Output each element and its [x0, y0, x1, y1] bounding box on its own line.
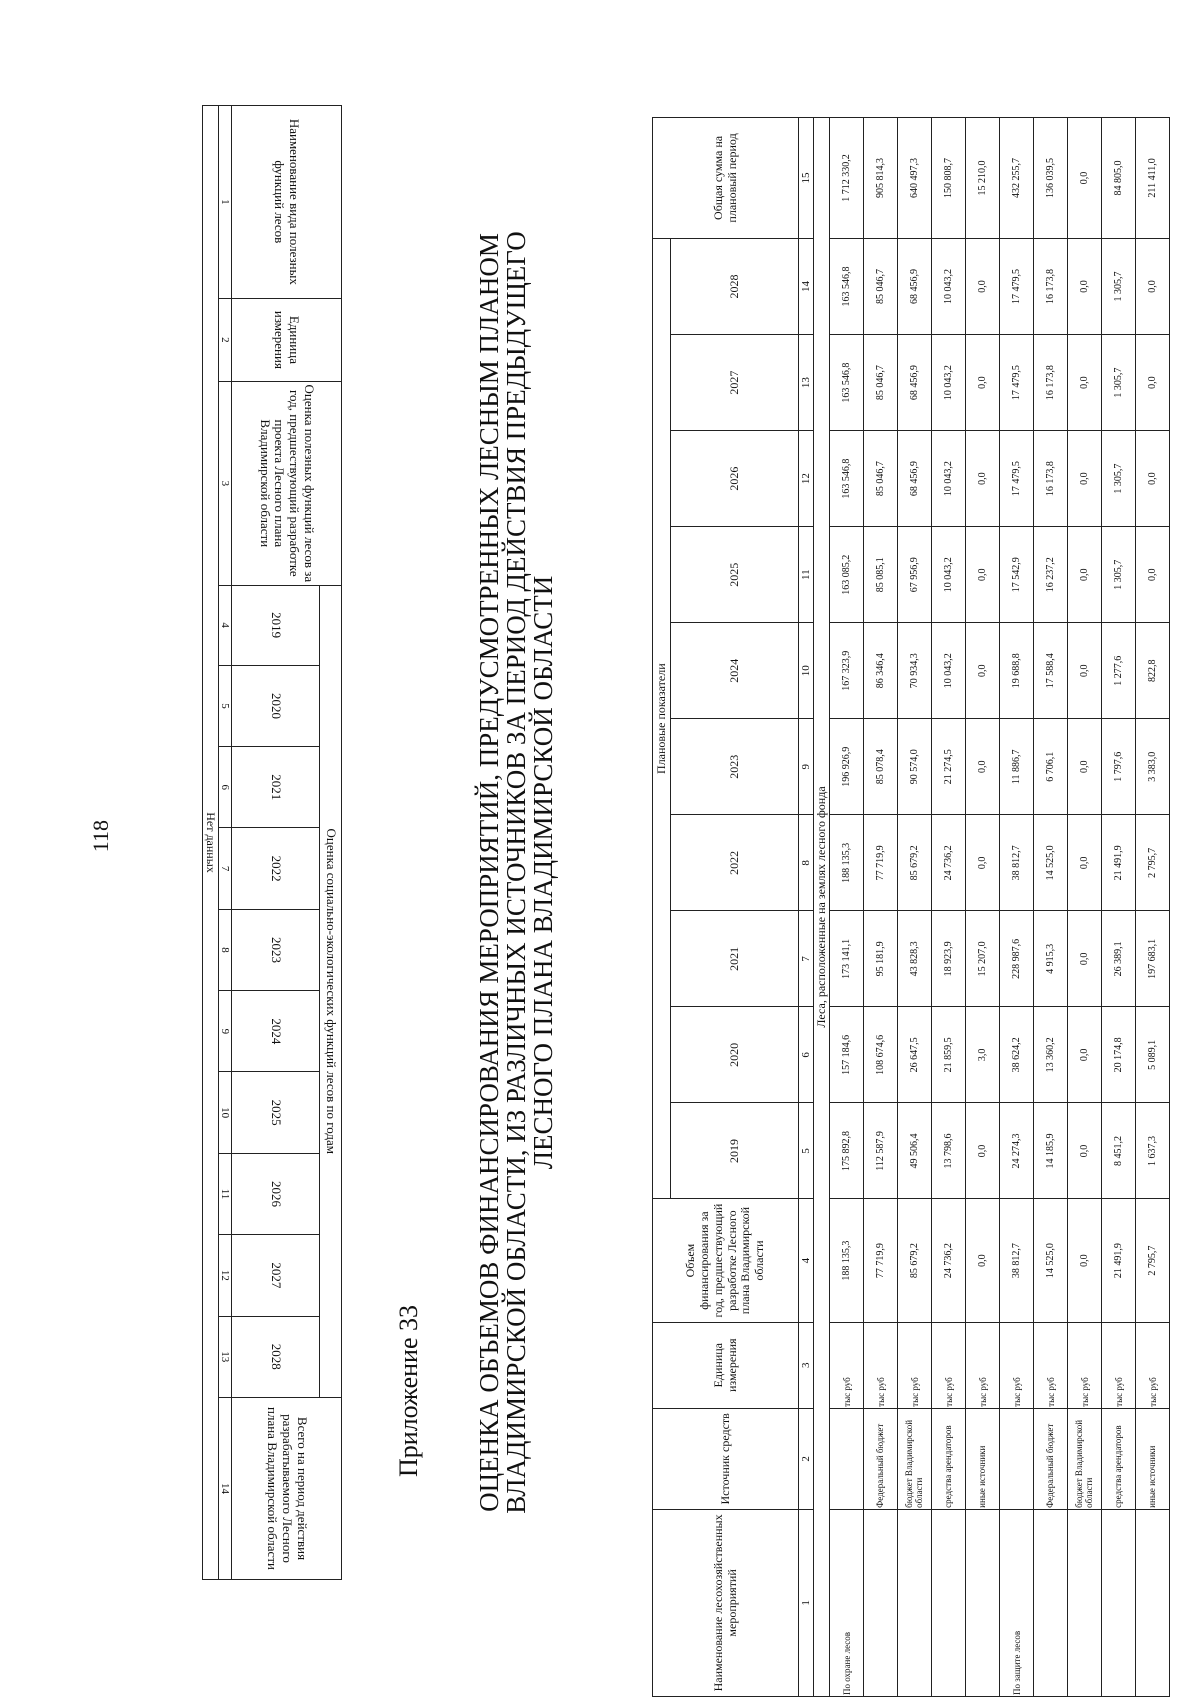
t2-header-volume: Объем финансирования за год, предшествующий разработке Лесного плана Владимирской области — [653, 1199, 799, 1322]
row-year-value: 0,0 — [966, 527, 1000, 623]
row-unit: тыс руб — [1136, 1322, 1170, 1408]
row-year-value: 16 173,8 — [1034, 238, 1068, 334]
row-year-value: 10 043,2 — [932, 431, 966, 527]
row-year-value: 173 141,1 — [830, 911, 864, 1007]
row-unit: тыс руб — [830, 1322, 864, 1408]
row-unit: тыс руб — [932, 1322, 966, 1408]
row-year-value: 38 812,7 — [1000, 815, 1034, 911]
row-year-value: 163 546,8 — [830, 431, 864, 527]
row-year-value: 0,0 — [1136, 527, 1170, 623]
row-name — [1068, 1509, 1102, 1696]
row-year-value: 163 546,8 — [830, 238, 864, 334]
row-unit: тыс руб — [898, 1322, 932, 1408]
table-row — [966, 118, 1000, 1697]
row-year-value: 0,0 — [1068, 335, 1102, 431]
row-year-value: 10 043,2 — [932, 335, 966, 431]
row-name — [864, 1509, 898, 1696]
row-year-value: 95 181,9 — [864, 911, 898, 1007]
t1-col-number: 4 — [219, 585, 232, 665]
t2-year: 2023 — [671, 719, 799, 815]
row-year-value: 1 305,7 — [1102, 431, 1136, 527]
t2-year: 2027 — [671, 335, 799, 431]
t2-header-name: Наименование лесохозяйственных мероприятий — [653, 1509, 799, 1696]
row-year-value: 0,0 — [966, 1103, 1000, 1199]
row-year-value: 0,0 — [966, 238, 1000, 334]
row-total: 640 497,3 — [898, 118, 932, 239]
t1-col-number: 1 — [219, 106, 232, 299]
row-year-value: 85 679,2 — [898, 815, 932, 911]
row-volume: 188 135,3 — [830, 1199, 864, 1322]
t1-year: 2024 — [232, 991, 320, 1072]
row-year-value: 1 305,7 — [1102, 238, 1136, 334]
row-year-value: 10 043,2 — [932, 238, 966, 334]
row-volume: 2 795,7 — [1136, 1199, 1170, 1322]
t2-col-number: 9 — [799, 719, 814, 815]
row-volume: 14 525,0 — [1034, 1199, 1068, 1322]
row-volume: 77 719,9 — [864, 1199, 898, 1322]
t1-col-number: 8 — [219, 909, 232, 990]
row-year-value: 16 173,8 — [1034, 431, 1068, 527]
row-year-value: 38 624,2 — [1000, 1007, 1034, 1103]
row-total: 136 039,5 — [1034, 118, 1068, 239]
t1-header-unit: Единица измерения — [232, 298, 342, 381]
row-name — [932, 1509, 966, 1696]
row-name — [966, 1509, 1000, 1696]
row-year-value: 167 323,9 — [830, 623, 864, 719]
row-year-value: 4 915,3 — [1034, 911, 1068, 1007]
t1-no-data: Нет данных — [203, 106, 219, 1580]
row-year-value: 2 795,7 — [1136, 815, 1170, 911]
row-volume: 38 812,7 — [1000, 1199, 1034, 1322]
row-year-value: 13 360,2 — [1034, 1007, 1068, 1103]
t1-year: 2028 — [232, 1316, 320, 1397]
table-row — [1068, 118, 1102, 1697]
row-year-value: 0,0 — [1068, 623, 1102, 719]
title-line: ЛЕСНОГО ПЛАНА ВЛАДИМИРСКОЙ ОБЛАСТИ — [528, 575, 558, 1170]
row-year-value: 0,0 — [1068, 1103, 1102, 1199]
row-year-value: 3 383,0 — [1136, 719, 1170, 815]
row-year-value: 0,0 — [1068, 431, 1102, 527]
row-year-value: 26 647,5 — [898, 1007, 932, 1103]
t1-col-number: 11 — [219, 1153, 232, 1234]
title-line: ВЛАДИМИРСКОЙ ОБЛАСТИ, ИЗ РАЗЛИЧНЫХ ИСТОЧНИКОВ ЗА ПЕРИОД ДЕЙСТВИЯ ПРЕДЫДУЩЕГО — [501, 231, 531, 1514]
row-year-value: 0,0 — [1068, 527, 1102, 623]
financing-table — [652, 117, 1170, 1697]
row-source: средства арендаторов — [1102, 1408, 1136, 1509]
row-year-value: 0,0 — [966, 623, 1000, 719]
page-number: 118 — [88, 820, 113, 853]
t2-col-number: 14 — [799, 238, 814, 334]
row-total: 211 411,0 — [1136, 118, 1170, 239]
t1-col-number: 7 — [219, 828, 232, 909]
row-year-value: 21 859,5 — [932, 1007, 966, 1103]
t1-col-number: 9 — [219, 991, 232, 1072]
t2-year: 2021 — [671, 911, 799, 1007]
t1-year: 2025 — [232, 1072, 320, 1153]
t1-header-group: Оценка социально-экологических функций лесов по годам — [320, 585, 342, 1397]
row-total: 905 814,3 — [864, 118, 898, 239]
row-year-value: 0,0 — [1068, 815, 1102, 911]
appendix-label: Приложение 33 — [394, 1305, 423, 1478]
row-total: 432 255,7 — [1000, 118, 1034, 239]
row-unit: тыс руб — [1102, 1322, 1136, 1408]
row-year-value: 17 479,5 — [1000, 431, 1034, 527]
row-total: 150 808,7 — [932, 118, 966, 239]
row-year-value: 86 346,4 — [864, 623, 898, 719]
row-source: бюджет Владимирской области — [1068, 1408, 1102, 1509]
document-title — [476, 120, 557, 1625]
row-year-value: 5 089,1 — [1136, 1007, 1170, 1103]
row-year-value: 6 706,1 — [1034, 719, 1068, 815]
table-row — [1034, 118, 1068, 1697]
row-year-value: 163 085,2 — [830, 527, 864, 623]
row-year-value: 14 525,0 — [1034, 815, 1068, 911]
t1-year: 2020 — [232, 665, 320, 746]
row-volume: 0,0 — [1068, 1199, 1102, 1322]
row-name: По защите лесов — [1000, 1509, 1034, 1696]
row-year-value: 16 237,2 — [1034, 527, 1068, 623]
row-year-value: 85 046,7 — [864, 238, 898, 334]
row-year-value: 0,0 — [966, 719, 1000, 815]
row-name — [1136, 1509, 1170, 1696]
row-year-value: 17 542,9 — [1000, 527, 1034, 623]
row-year-value: 13 798,6 — [932, 1103, 966, 1199]
row-year-value: 68 456,9 — [898, 335, 932, 431]
t2-col-number: 6 — [799, 1007, 814, 1103]
row-year-value: 68 456,9 — [898, 431, 932, 527]
row-year-value: 0,0 — [966, 815, 1000, 911]
row-year-value: 10 043,2 — [932, 527, 966, 623]
row-year-value: 228 987,6 — [1000, 911, 1034, 1007]
row-source: средства арендаторов — [932, 1408, 966, 1509]
row-year-value: 1 637,3 — [1136, 1103, 1170, 1199]
forest-functions-table — [202, 105, 342, 1580]
row-year-value: 24 736,2 — [932, 815, 966, 911]
row-year-value: 43 828,3 — [898, 911, 932, 1007]
t2-col-number: 5 — [799, 1103, 814, 1199]
row-year-value: 20 174,8 — [1102, 1007, 1136, 1103]
table-row — [1000, 118, 1034, 1697]
row-year-value: 112 587,9 — [864, 1103, 898, 1199]
row-year-value: 0,0 — [1068, 1007, 1102, 1103]
t1-col-number: 5 — [219, 665, 232, 746]
row-name — [1034, 1509, 1068, 1696]
t1-year: 2022 — [232, 828, 320, 909]
row-year-value: 85 046,7 — [864, 431, 898, 527]
t2-section-label: Леса, расположенные на землях лесного фонда — [814, 118, 830, 1697]
t1-col-number: 14 — [219, 1397, 232, 1579]
t2-col-number: 3 — [799, 1322, 814, 1408]
t1-year: 2019 — [232, 585, 320, 665]
t2-year: 2028 — [671, 238, 799, 334]
row-year-value: 0,0 — [1068, 719, 1102, 815]
row-year-value: 0,0 — [1068, 238, 1102, 334]
row-source: иные источники — [1136, 1408, 1170, 1509]
row-year-value: 157 184,6 — [830, 1007, 864, 1103]
row-unit: тыс руб — [1034, 1322, 1068, 1408]
row-year-value: 17 479,5 — [1000, 335, 1034, 431]
row-total: 0,0 — [1068, 118, 1102, 239]
row-year-value: 11 886,7 — [1000, 719, 1034, 815]
row-source: Федеральный бюджет — [864, 1408, 898, 1509]
row-year-value: 85 078,4 — [864, 719, 898, 815]
row-year-value: 0,0 — [1136, 238, 1170, 334]
t2-header-unit: Единица измерения — [653, 1322, 799, 1408]
row-volume: 21 491,9 — [1102, 1199, 1136, 1322]
row-year-value: 10 043,2 — [932, 623, 966, 719]
t2-header-source: Источник средств — [653, 1408, 799, 1509]
row-year-value: 108 674,6 — [864, 1007, 898, 1103]
row-year-value: 1 797,6 — [1102, 719, 1136, 815]
row-total: 15 210,0 — [966, 118, 1000, 239]
row-year-value: 18 923,9 — [932, 911, 966, 1007]
row-year-value: 196 926,9 — [830, 719, 864, 815]
row-year-value: 24 274,3 — [1000, 1103, 1034, 1199]
t2-col-number: 10 — [799, 623, 814, 719]
t2-body — [830, 118, 1170, 1697]
row-year-value: 0,0 — [1068, 911, 1102, 1007]
row-source: иные источники — [966, 1408, 1000, 1509]
row-unit: тыс руб — [1000, 1322, 1034, 1408]
row-volume: 85 679,2 — [898, 1199, 932, 1322]
row-year-value: 19 688,8 — [1000, 623, 1034, 719]
t1-col-number: 6 — [219, 747, 232, 828]
t2-col-number: 8 — [799, 815, 814, 911]
row-source: Федеральный бюджет — [1034, 1408, 1068, 1509]
t2-header-total: Общая сумма на плановый период — [653, 118, 799, 239]
row-total: 1 712 330,2 — [830, 118, 864, 239]
t1-header-total: Всего на период действия разрабатываемого Лесного плана Владимирской области — [232, 1397, 342, 1579]
row-year-value: 21 491,9 — [1102, 815, 1136, 911]
row-unit: тыс руб — [1068, 1322, 1102, 1408]
row-year-value: 188 135,3 — [830, 815, 864, 911]
row-year-value: 17 479,5 — [1000, 238, 1034, 334]
t2-col-number: 13 — [799, 335, 814, 431]
row-year-value: 0,0 — [1136, 431, 1170, 527]
row-year-value: 85 046,7 — [864, 335, 898, 431]
row-year-value: 70 934,3 — [898, 623, 932, 719]
table-row — [1136, 118, 1170, 1697]
row-volume: 24 736,2 — [932, 1199, 966, 1322]
t2-col-number: 15 — [799, 118, 814, 239]
row-source — [1000, 1408, 1034, 1509]
t1-year: 2027 — [232, 1235, 320, 1316]
t2-year: 2025 — [671, 527, 799, 623]
table-row — [932, 118, 966, 1697]
t2-year: 2024 — [671, 623, 799, 719]
row-year-value: 197 683,1 — [1136, 911, 1170, 1007]
row-year-value: 85 085,1 — [864, 527, 898, 623]
row-year-value: 822,8 — [1136, 623, 1170, 719]
title-line: ОЦЕНКА ОБЪЕМОВ ФИНАНСИРОВАНИЯ МЕРОПРИЯТИЙ, ПРЕДУСМОТРЕННЫХ ЛЕСНЫМ ПЛАНОМ — [474, 233, 504, 1512]
row-year-value: 1 305,7 — [1102, 335, 1136, 431]
row-year-value: 21 274,5 — [932, 719, 966, 815]
row-name — [898, 1509, 932, 1696]
table-row — [1102, 118, 1136, 1697]
t2-col-number: 1 — [799, 1509, 814, 1696]
row-year-value: 16 173,8 — [1034, 335, 1068, 431]
row-year-value: 67 956,9 — [898, 527, 932, 623]
t2-year: 2026 — [671, 431, 799, 527]
table-row — [864, 118, 898, 1697]
table-row — [898, 118, 932, 1697]
t2-col-number: 4 — [799, 1199, 814, 1322]
row-year-value: 0,0 — [966, 335, 1000, 431]
t1-header-prev: Оценка полезных функций лесов за год, предшествующий разработке проекта Лесного плана Владимирской области — [232, 382, 342, 585]
row-year-value: 15 207,0 — [966, 911, 1000, 1007]
t2-col-number: 2 — [799, 1408, 814, 1509]
row-year-value: 0,0 — [966, 431, 1000, 527]
row-volume: 0,0 — [966, 1199, 1000, 1322]
row-name — [1102, 1509, 1136, 1696]
row-year-value: 77 719,9 — [864, 815, 898, 911]
t2-year: 2022 — [671, 815, 799, 911]
t2-col-number: 11 — [799, 527, 814, 623]
row-year-value: 90 574,0 — [898, 719, 932, 815]
row-year-value: 49 506,4 — [898, 1103, 932, 1199]
row-total: 84 805,0 — [1102, 118, 1136, 239]
t1-year: 2023 — [232, 909, 320, 990]
t2-col-number: 12 — [799, 431, 814, 527]
t1-col-number: 2 — [219, 298, 232, 381]
row-year-value: 26 389,1 — [1102, 911, 1136, 1007]
row-year-value: 163 546,8 — [830, 335, 864, 431]
row-year-value: 8 451,2 — [1102, 1103, 1136, 1199]
row-year-value: 3,0 — [966, 1007, 1000, 1103]
t1-year: 2026 — [232, 1153, 320, 1234]
t2-year: 2020 — [671, 1007, 799, 1103]
row-year-value: 68 456,9 — [898, 238, 932, 334]
row-year-value: 17 588,4 — [1034, 623, 1068, 719]
t1-col-number: 10 — [219, 1072, 232, 1153]
t2-year: 2019 — [671, 1103, 799, 1199]
row-source — [830, 1408, 864, 1509]
t1-col-number: 3 — [219, 382, 232, 585]
row-unit: тыс руб — [864, 1322, 898, 1408]
t1-col-number: 12 — [219, 1235, 232, 1316]
t1-col-number: 13 — [219, 1316, 232, 1397]
t1-year: 2021 — [232, 747, 320, 828]
row-year-value: 0,0 — [1136, 335, 1170, 431]
table-row — [830, 118, 864, 1697]
row-unit: тыс руб — [966, 1322, 1000, 1408]
t1-header-name: Наименование вида полезных функций лесов — [232, 106, 342, 299]
t2-header-group: Плановые показатели — [653, 238, 671, 1199]
row-name: По охране лесов — [830, 1509, 864, 1696]
row-year-value: 175 892,8 — [830, 1103, 864, 1199]
row-year-value: 1 277,6 — [1102, 623, 1136, 719]
t2-col-number: 7 — [799, 911, 814, 1007]
row-year-value: 14 185,9 — [1034, 1103, 1068, 1199]
row-source: бюджет Владимирской области — [898, 1408, 932, 1509]
row-year-value: 1 305,7 — [1102, 527, 1136, 623]
